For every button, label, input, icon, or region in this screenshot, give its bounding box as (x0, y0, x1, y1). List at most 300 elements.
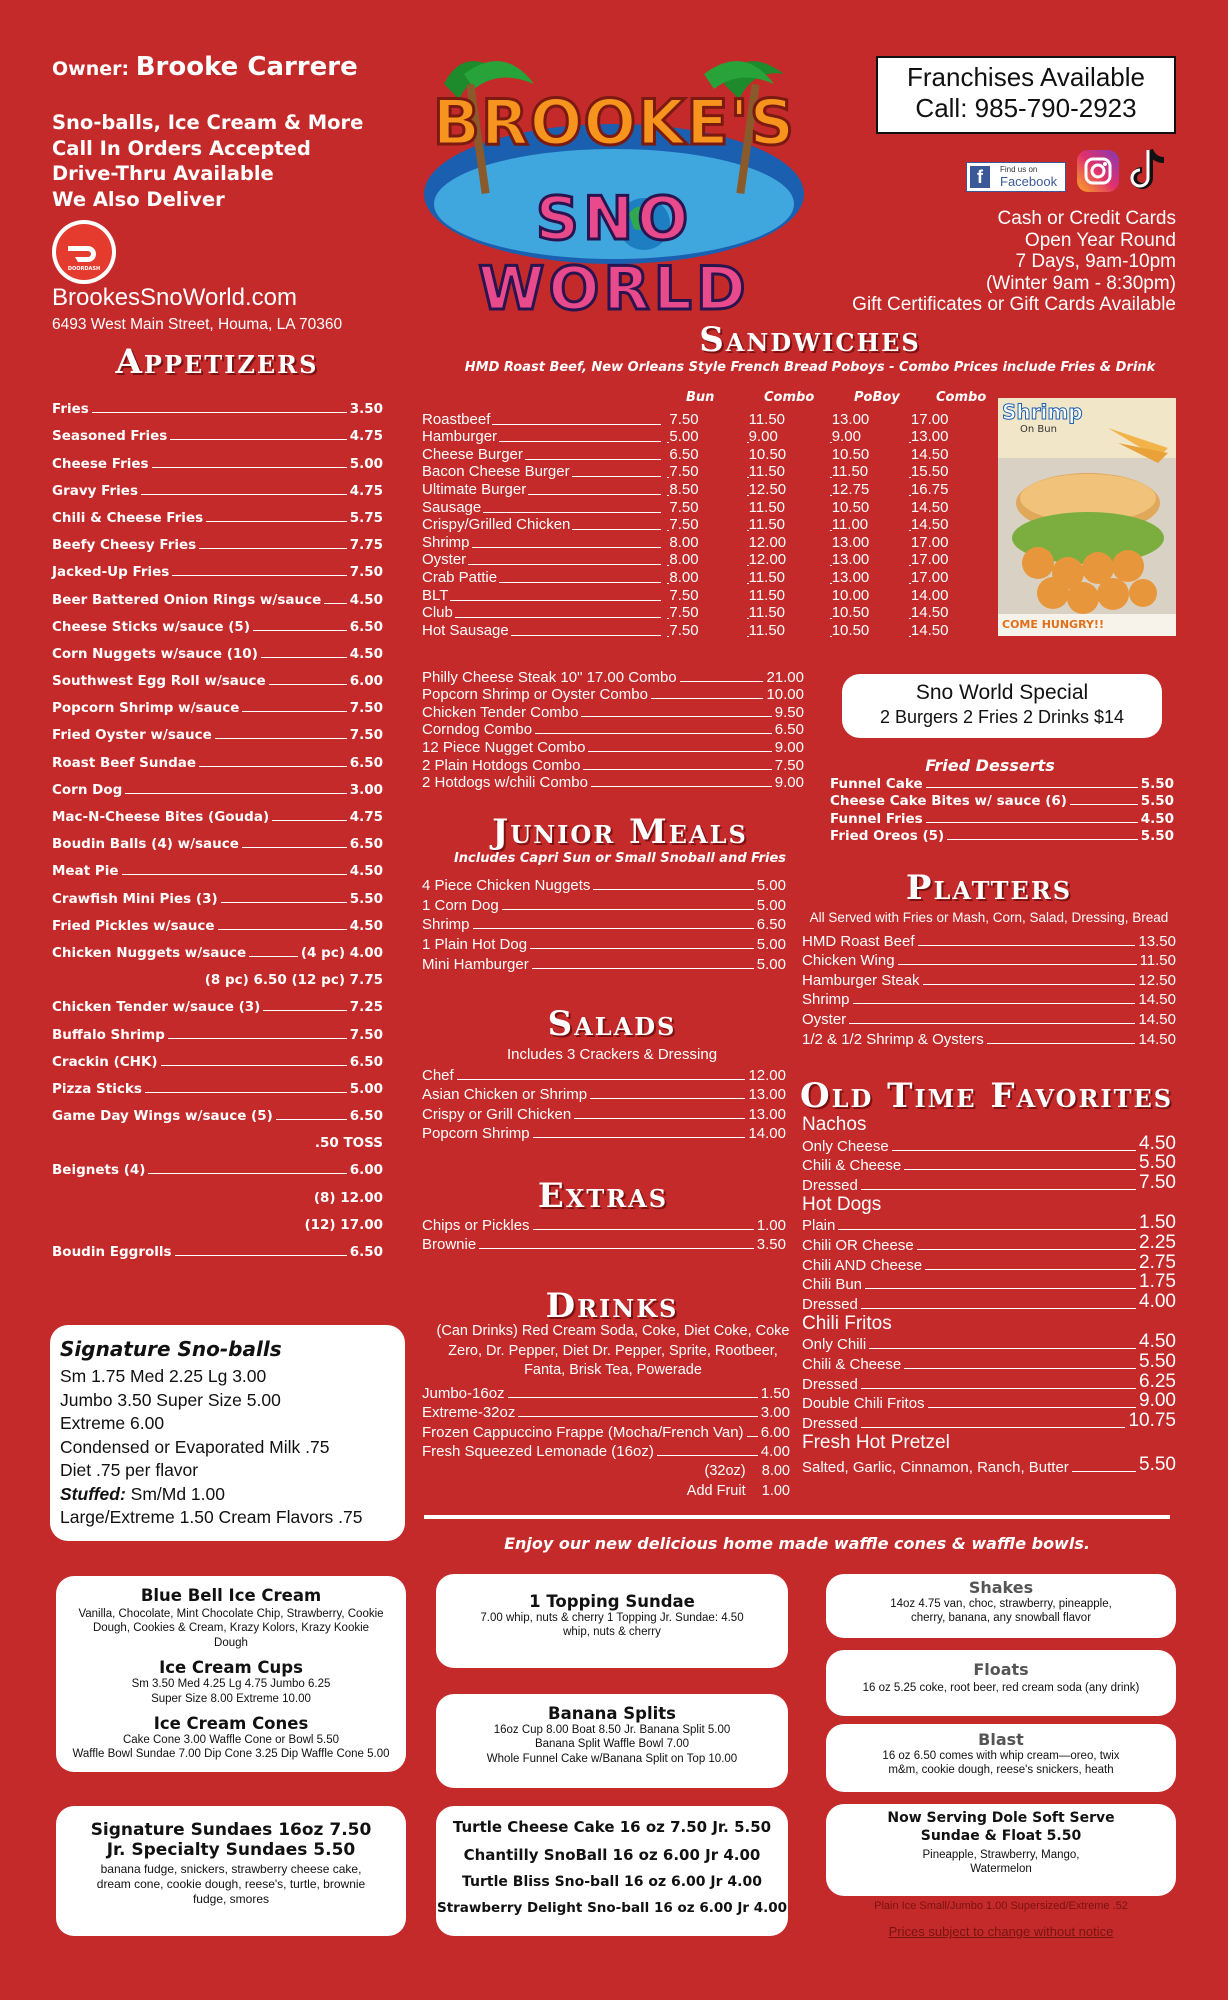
leader-line (518, 1416, 757, 1417)
item-price: 3.00 (349, 781, 383, 798)
item-price: 1.00 (756, 1216, 786, 1234)
item-name: Cheese Cake Bites w/ sauce (6) (830, 793, 1067, 810)
sandwich-price: 7.50 (669, 621, 699, 639)
sandwich-price: 5.00 (669, 428, 699, 446)
salads-title: Salads (547, 1004, 677, 1044)
leader-line (530, 948, 754, 949)
appetizer-row (52, 1233, 383, 1260)
platter-row (802, 950, 1176, 970)
dole-title: Now Serving Dole Soft Serve (887, 1810, 1115, 1826)
appetizer-row (52, 526, 383, 553)
item-price: 5.50 (349, 890, 383, 907)
salad-row (422, 1064, 786, 1084)
cups-prices-2: Super Size 8.00 Extreme 10.00 (151, 1692, 311, 1705)
item-price: 5.00 (756, 896, 786, 914)
topping-sundae-card (436, 1574, 788, 1668)
favorites-row (802, 1370, 1176, 1393)
logo-bottom-text: SNO WORLD (478, 184, 750, 324)
leader-line (261, 657, 347, 658)
franchise-phone[interactable]: Call: 985-790-2923 (915, 93, 1137, 123)
favorites-row (802, 1409, 1176, 1432)
sandwich-price-cell (830, 516, 909, 533)
extras-list (422, 1214, 786, 1253)
sandwich-name-text: Bacon Cheese Burger (422, 463, 570, 481)
sandwich-price: 12.00 (748, 533, 787, 551)
sandwich-price-cell (909, 516, 992, 533)
item-name: 2 Hotdogs w/chili Combo (422, 774, 588, 792)
sandwich-price: 11.50 (748, 463, 786, 481)
topping-title: 1 Topping Sundae (529, 1592, 695, 1611)
leader-line (122, 874, 347, 875)
item-name: Oyster (802, 1010, 847, 1028)
item-name: Extreme-32oz (422, 1404, 516, 1422)
item-price: 7.50 (1139, 1171, 1176, 1193)
signature-line: Jumbo 3.50 Super Size 5.00 (60, 1389, 281, 1410)
sandwich-price: 7.50 (669, 498, 699, 516)
leader-line (206, 521, 347, 522)
sandwich-price-cell (667, 499, 746, 516)
col-header-combo2: Combo (936, 390, 987, 405)
fried-dessert-row (830, 827, 1174, 845)
leader-line (168, 1038, 347, 1039)
junior-meal-row (422, 953, 786, 973)
sandwich-price-cell (747, 622, 830, 639)
sandwich-price-cell (909, 604, 992, 621)
junior-meal-row (422, 894, 786, 914)
banana-splits-card (436, 1694, 788, 1788)
sandwich-price: 10.50 (748, 445, 787, 463)
info-line: Open Year Round (1024, 229, 1176, 251)
sandwich-name-text: Ultimate Burger (422, 480, 527, 498)
sandwich-name (422, 446, 667, 463)
appetizer-row (52, 852, 383, 879)
sandwich-name-text: Club (422, 604, 453, 622)
address: 6493 West Main Street, Houma, LA 70360 (52, 316, 343, 333)
item-name: Chili AND Cheese (802, 1256, 923, 1274)
topping-text: 7.00 whip, nuts & cherry 1 Topping Jr. Sundae: 4.50 (480, 1612, 744, 1624)
item-price: 14.00 (748, 1125, 786, 1143)
appetizer-row (52, 961, 383, 988)
junior-meal-row (422, 874, 786, 894)
sandwich-name (422, 622, 667, 639)
sandwich-price-cell (667, 411, 746, 428)
sandwich-name (422, 551, 667, 568)
fried-dessert-row (830, 809, 1174, 827)
sandwich-price: 8.50 (669, 480, 699, 498)
sandwich-name-text: Shrimp (422, 533, 470, 551)
sandwich-price: 8.00 (669, 533, 699, 551)
platters-subtitle: All Served with Fries or Mash, Corn, Salad, Dressing, Bread (809, 910, 1169, 925)
item-price: 11.50 (1139, 952, 1176, 970)
drink-row (422, 1382, 790, 1402)
sandwich-price: 7.50 (669, 410, 699, 428)
sandwich-price-cell (909, 551, 992, 568)
item-name: Chicken Tender Combo (422, 703, 579, 721)
floats-card (826, 1650, 1176, 1716)
sandwich-name (422, 516, 667, 533)
sandwich-price-cell (747, 446, 830, 463)
signature-lines (60, 1365, 363, 1530)
sandwich-name (422, 499, 667, 516)
info-line: (Winter 9am - 8:30pm) (985, 272, 1176, 294)
sandwich-price: 8.00 (669, 568, 699, 586)
pretzel-row (802, 1454, 1176, 1476)
sandwich-price: 7.50 (669, 604, 699, 622)
sandwich-price: 17.00 (910, 568, 949, 586)
sandwiches-subtitle: HMD Roast Beef, New Orleans Style French Bread Poboys - Combo Prices include Fries & Drink (464, 360, 1156, 375)
signature-line: Large/Extreme 1.50 Cream Flavors .75 (60, 1507, 363, 1527)
item-name: Chili & Cheese (802, 1355, 902, 1373)
item-name: 1/2 & 1/2 Shrimp & Oysters (802, 1030, 984, 1048)
cones-title: Ice Cream Cones (153, 1713, 309, 1733)
section-divider (424, 1515, 1170, 1519)
sandwich-price: 9.00 (748, 428, 778, 446)
sandwich-price: 9.00 (831, 428, 861, 446)
junior-title: Junior Meals (492, 812, 748, 852)
sandwich-price: 10.50 (831, 498, 870, 516)
specialty-line: Strawberry Delight Sno-ball 16 oz 6.00 Jr 4.00 (436, 1900, 788, 1916)
sandwich-name-text: Sausage (422, 498, 482, 516)
sandwich-price-cell (830, 411, 909, 428)
platters-list (802, 930, 1176, 1048)
sandwich-name (422, 463, 667, 480)
pretzel-flavors: Salted, Garlic, Cinnamon, Ranch, Butter (802, 1458, 1069, 1476)
item-name: Beer Battered Onion Rings w/sauce (52, 591, 322, 608)
item-name: Buffalo Shrimp (52, 1026, 165, 1043)
leader-line (263, 1010, 346, 1011)
item-name: Roast Beef Sundae (52, 754, 197, 771)
sandwich-price-cell (909, 481, 992, 498)
sandwich-price-cell (747, 534, 830, 551)
owner-line (52, 52, 358, 82)
leader-line (175, 1255, 347, 1256)
item-price: (8 pc) 6.50 (12 pc) 7.75 (204, 972, 383, 989)
item-price: 6.50 (349, 1053, 383, 1070)
item-name: Crawfish Mini Pies (3) (52, 890, 218, 907)
sandwich-price-cell (909, 446, 992, 463)
leader-line (904, 1368, 1136, 1369)
appetizer-row (52, 934, 383, 961)
item-price: 1.50 (1139, 1212, 1176, 1234)
favorites-row (802, 1212, 1176, 1235)
sandwich-name-text: Hamburger (422, 428, 498, 446)
leader-line (588, 751, 771, 752)
leader-line (473, 928, 754, 929)
item-price: .50 TOSS (314, 1135, 383, 1152)
platter-row (802, 930, 1176, 950)
item-name: Crispy or Grill Chicken (422, 1105, 572, 1123)
sandwich-price: 14.00 (910, 586, 949, 604)
sandwich-price-cell (747, 569, 830, 586)
item-price: 3.50 (756, 1236, 786, 1254)
sandwich-price: 11.50 (748, 498, 786, 516)
appetizer-row (52, 716, 383, 743)
info-line: 7 Days, 9am-10pm (1015, 251, 1176, 273)
bluebell-flavors: Vanilla, Chocolate, Mint Chocolate Chip, Strawberry, Cookie Dough, Cookies & Cream, Krazy Kolors, Krazy Kookie Dough (78, 1608, 384, 1649)
item-price: 4.50 (1140, 810, 1174, 827)
leader-line (161, 1065, 347, 1066)
item-price: (4 pc) 4.00 (300, 944, 383, 961)
item-price: 14.50 (1138, 1010, 1176, 1028)
appetizer-row (52, 1151, 383, 1178)
tiktok-icon[interactable] (1128, 146, 1172, 194)
sandwich-price-cell (909, 622, 992, 639)
taglines (52, 110, 363, 212)
item-name: Funnel Fries (830, 810, 923, 827)
leader-line (926, 787, 1138, 788)
sandwich-price-cell (667, 604, 746, 621)
facebook-label: Facebook (1000, 174, 1058, 189)
old-time-title: Old Time Favorites (800, 1076, 1174, 1116)
leader-line (479, 1248, 754, 1249)
signature-line: Condensed or Evaporated Milk .75 (60, 1436, 330, 1457)
favorites-row (802, 1171, 1176, 1194)
sandwich-row (422, 586, 992, 604)
item-name: Fried Oyster w/sauce (52, 727, 212, 744)
item-price: 5.00 (756, 955, 786, 973)
leader-line (199, 548, 347, 549)
sandwich-price-cell (909, 569, 992, 586)
photo-subtitle: On Bun (1020, 424, 1057, 435)
signature-line: Extreme 6.00 (60, 1413, 165, 1433)
sandwich-price-cell (830, 446, 909, 463)
doordash-icon[interactable] (52, 220, 116, 284)
item-price: 9.50 (774, 703, 804, 721)
item-price: 7.50 (774, 756, 804, 774)
item-price: 6.50 (756, 916, 786, 934)
appetizer-row (52, 689, 383, 716)
item-price: 6.50 (349, 754, 383, 771)
drink-row (422, 1402, 790, 1422)
fried-dessert-row (830, 774, 1174, 792)
shakes-title: Shakes (968, 1578, 1034, 1597)
favorites-row (802, 1350, 1176, 1373)
appetizer-row (52, 798, 383, 825)
blast-card (826, 1724, 1176, 1792)
item-name: 2 Plain Hotdogs Combo (422, 756, 581, 774)
sandwich-price: 17.00 (910, 533, 949, 551)
item-price: 7.75 (349, 537, 383, 554)
website-link[interactable]: BrookesSnoWorld.com (52, 284, 297, 311)
leader-line (923, 984, 1136, 985)
drink-extra-label: (32oz) (704, 1463, 746, 1479)
leader-line (170, 439, 346, 440)
sandwich-row (422, 428, 992, 446)
combo-row (422, 756, 804, 774)
item-price: 6.00 (349, 1162, 383, 1179)
item-price: 6.50 (349, 1244, 383, 1260)
drink-row (422, 1441, 790, 1461)
favorites-group-title: Chili Fritos (802, 1312, 892, 1334)
leader-line (253, 630, 347, 631)
item-price: (12) 17.00 (304, 1216, 383, 1233)
item-price: 14.50 (1138, 1030, 1176, 1048)
drinks-description: (Can Drinks) Red Cream Soda, Coke, Diet Coke, Coke Zero, Dr. Pepper, Diet Dr. Pepper, Sprite, Rootbeer, Fanta, Brisk Tea, Powerade (436, 1323, 790, 1378)
appetizer-row (52, 1070, 383, 1097)
item-name: Dressed (802, 1375, 858, 1393)
item-name: Chips or Pickles (422, 1216, 530, 1234)
sno-world-special (842, 674, 1162, 738)
blast-title: Blast (978, 1730, 1024, 1749)
leader-line (1070, 804, 1138, 805)
banana-text-2: Banana Split Waffle Bowl 7.00 (534, 1738, 690, 1751)
sandwich-price-cell (667, 516, 746, 533)
sandwich-name (422, 411, 667, 428)
appetizer-row (52, 1178, 383, 1205)
drink-extra-label: Add Fruit (686, 1482, 746, 1499)
facebook-badge[interactable] (966, 162, 1066, 192)
sandwich-price-cell (830, 534, 909, 551)
item-name: Boudin Eggrolls (52, 1244, 172, 1260)
item-name: Seasoned Fries (52, 428, 168, 445)
item-name: Fried Pickles w/sauce (52, 917, 215, 934)
leader-line (987, 1043, 1136, 1044)
sandwich-row (422, 621, 992, 639)
signature-snoballs-card (50, 1325, 405, 1541)
item-name: Fried Oreos (5) (830, 828, 945, 845)
owner-label: Owner: (52, 58, 130, 80)
item-name: Only Cheese (802, 1137, 889, 1155)
drinks-title: Drinks (545, 1286, 679, 1326)
sandwich-name-text: Oyster (422, 551, 467, 569)
sandwich-price: 10.50 (831, 604, 870, 622)
photo-caption: COME HUNGRY!! (1002, 618, 1104, 631)
item-price: 10.00 (766, 686, 804, 704)
item-price: 5.00 (756, 876, 786, 894)
favorites-row (802, 1331, 1176, 1354)
item-name: Cheese Fries (52, 455, 149, 472)
item-name: Dressed (802, 1414, 858, 1432)
appetizer-row (52, 417, 383, 444)
item-name: Meat Pie (52, 863, 119, 880)
cones-prices: Cake Cone 3.00 Waffle Cone or Bowl 5.50 (122, 1733, 340, 1746)
salad-row (422, 1084, 786, 1104)
store-info (760, 208, 1176, 316)
col-header-combo: Combo (764, 390, 815, 405)
sandwich-price: 12.75 (831, 480, 870, 498)
appetizer-row (52, 1124, 383, 1151)
sandwich-price-cell (830, 551, 909, 568)
item-name: Jumbo-16oz (422, 1384, 505, 1402)
item-name: Popcorn Shrimp or Oyster Combo (422, 686, 648, 704)
item-price: 6.50 (349, 836, 383, 853)
favorites-row (802, 1251, 1176, 1274)
sandwich-price-cell (909, 428, 992, 445)
sandwich-price-cell (830, 481, 909, 498)
topping-text-2: whip, nuts & cherry (563, 1626, 661, 1639)
sandwich-price: 10.00 (831, 586, 870, 604)
price-notice: Prices subject to change without notice (888, 1924, 1114, 1939)
favorites-row (802, 1290, 1176, 1313)
sandwich-name (422, 604, 667, 621)
sandwich-name (422, 428, 667, 445)
sandwich-price: 7.50 (669, 586, 699, 604)
specialty-line: Turtle Cheese Cake 16 oz 7.50 Jr. 5.50 (452, 1818, 772, 1836)
item-name: Boudin Balls (4) w/sauce (52, 836, 239, 853)
leader-line (651, 698, 764, 699)
item-name: Popcorn Shrimp w/sauce (52, 700, 240, 717)
sandwiches-table (422, 410, 992, 639)
sandwich-row (422, 410, 992, 428)
sandwich-price: 8.00 (669, 551, 699, 569)
item-price: 7.25 (349, 999, 383, 1016)
sandwich-name-text: Crab Pattie (422, 568, 498, 586)
item-price: 6.25 (1139, 1370, 1176, 1392)
sandwich-price-cell (667, 622, 746, 639)
special-deal: 2 Burgers 2 Fries 2 Drinks $14 (879, 707, 1125, 727)
dole-line: Sundae & Float 5.50 (920, 1828, 1082, 1844)
item-price: 4.50 (349, 917, 383, 934)
item-name: Mini Hamburger (422, 955, 529, 973)
platter-row (802, 1028, 1176, 1048)
appetizer-row (52, 825, 383, 852)
sandwich-price-cell (747, 481, 830, 498)
item-name: 1 Corn Dog (422, 896, 499, 914)
item-name: Chili Bun (802, 1276, 863, 1294)
sandwich-name (422, 569, 667, 586)
item-name: Dressed (802, 1295, 858, 1313)
floats-title: Floats (973, 1660, 1029, 1679)
item-price: 5.00 (756, 936, 786, 954)
sandwich-price: 14.50 (910, 604, 949, 622)
appetizer-row (52, 472, 383, 499)
appetizers-title: Appetizers (115, 342, 319, 382)
cups-prices: Sm 3.50 Med 4.25 Lg 4.75 Jumbo 6.25 (131, 1678, 331, 1691)
sandwich-price-cell (667, 481, 746, 498)
item-price: 7.50 (349, 564, 383, 581)
sandwich-row (422, 551, 992, 569)
sandwich-price: 14.50 (910, 516, 949, 534)
banana-text-3: Whole Funnel Cake w/Banana Split on Top 10.00 (486, 1752, 738, 1765)
leader-line (925, 1269, 1136, 1270)
sandwich-price: 16.75 (910, 480, 949, 498)
item-name: Gravy Fries (52, 482, 138, 499)
specialty-snoballs-card (436, 1806, 788, 1936)
logo-top-text: BROOKE'S (432, 86, 796, 159)
leader-line (533, 1137, 746, 1138)
sandwich-price-cell (830, 604, 909, 621)
leader-line (145, 1092, 347, 1093)
appetizer-row (52, 580, 383, 607)
leader-line (657, 1455, 758, 1456)
leader-line (861, 1388, 1136, 1389)
leader-line (861, 1427, 1126, 1428)
item-price: 4.00 (760, 1443, 790, 1461)
sandwich-price-cell (667, 463, 746, 480)
item-price: 4.75 (349, 428, 383, 445)
item-price: 9.00 (1139, 1390, 1176, 1412)
combo-row (422, 738, 804, 756)
appetizer-row (52, 1015, 383, 1042)
item-name: 4 Piece Chicken Nuggets (422, 876, 591, 894)
salads-subtitle: Includes 3 Crackers & Dressing (506, 1046, 718, 1063)
appetizer-row (52, 1097, 383, 1124)
sandwich-price-cell (667, 446, 746, 463)
drinks-extra (422, 1462, 790, 1501)
leader-line (125, 793, 346, 794)
floats-text: 16 oz 5.25 coke, root beer, red cream soda (any drink) (862, 1682, 1140, 1694)
sandwich-price-cell (667, 428, 746, 445)
sandwich-row (422, 498, 992, 516)
plain-ice-note: Plain Ice Small/Jumbo 1.00 Supersized/Extreme .52 (874, 1900, 1128, 1912)
instagram-icon[interactable] (1077, 150, 1119, 192)
extras-title: Extras (537, 1176, 669, 1216)
leader-line (1072, 1471, 1136, 1472)
item-price: 4.75 (349, 482, 383, 499)
leader-line (221, 902, 347, 903)
leader-line (276, 1119, 347, 1120)
sandwich-name-text: Crispy/Grilled Chicken (422, 516, 571, 534)
